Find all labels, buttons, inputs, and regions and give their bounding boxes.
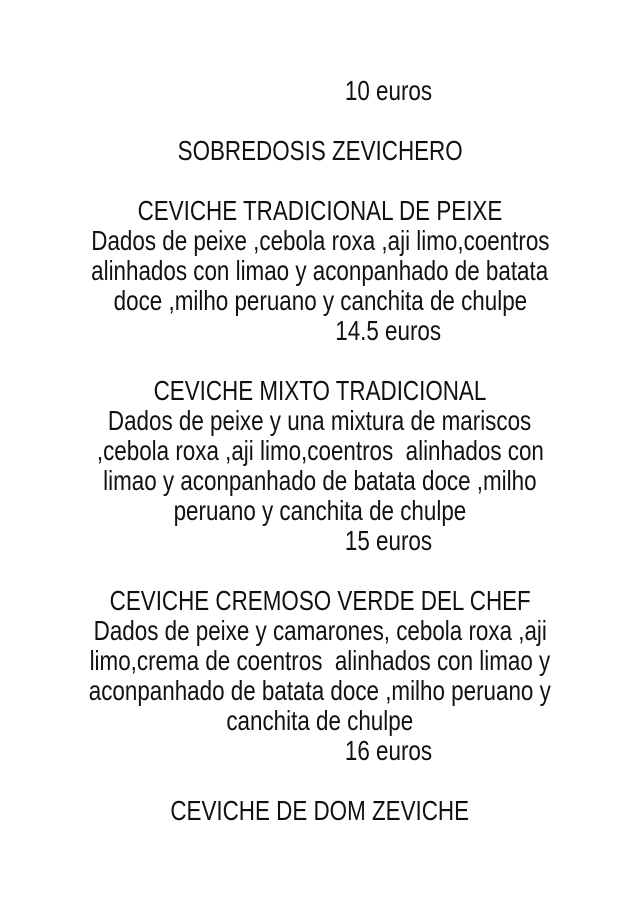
price-line [136, 316, 640, 346]
dish-description-line [0, 406, 640, 436]
dish-description-line [0, 496, 640, 526]
price-text: 16 euros [344, 735, 432, 766]
dish-description-line [0, 616, 640, 646]
dish-description-line [0, 646, 640, 676]
dish-description-line [0, 436, 640, 466]
dish-description-line [0, 706, 640, 736]
dish-name-text: CEVICHE CREMOSO VERDE DEL CHEF [109, 585, 531, 616]
dish-description-line [0, 466, 640, 496]
description-text: limao y aconpanhado de batata doce ,milho [103, 465, 537, 496]
price-line [136, 76, 640, 106]
blank-line [0, 766, 640, 796]
description-text: alinhados con limao y aconpanhado de batata [91, 255, 549, 286]
dish-name [0, 796, 640, 826]
price-text: 10 euros [344, 75, 432, 106]
dish-name [0, 586, 640, 616]
description-text: aconpanhado de batata doce ,milho peruano y [88, 675, 552, 706]
price-text: 14.5 euros [335, 315, 441, 346]
description-text: Dados de peixe ,cebola roxa ,aji limo,coentros [90, 225, 550, 256]
dish-name-text: CEVICHE DE DOM ZEVICHE [170, 795, 470, 826]
dish-description-line [0, 676, 640, 706]
blank-line [0, 106, 640, 136]
description-text: Dados de peixe y una mixtura de mariscos [108, 405, 532, 436]
price-text: 15 euros [344, 525, 432, 556]
description-text: ,cebola roxa ,aji limo,coentros alinhados con [96, 435, 544, 466]
blank-line [0, 556, 640, 586]
dish-name [0, 196, 640, 226]
blank-line [0, 346, 640, 376]
dish-name [0, 136, 640, 166]
description-text: Dados de peixe y camarones, cebola roxa ,aji [93, 615, 547, 646]
dish-description-line [0, 256, 640, 286]
dish-name-text: SOBREDOSIS ZEVICHERO [177, 135, 463, 166]
price-line [136, 526, 640, 556]
description-text: limo,crema de coentros alinhados con limao y [89, 645, 551, 676]
description-text: canchita de chulpe [226, 705, 414, 736]
price-line [136, 736, 640, 766]
dish-description-line [0, 286, 640, 316]
description-text: doce ,milho peruano y canchita de chulpe [113, 285, 527, 316]
dish-name [0, 376, 640, 406]
blank-line [0, 166, 640, 196]
dish-name-text: CEVICHE MIXTO TRADICIONAL [153, 375, 487, 406]
description-text: peruano y canchita de chulpe [173, 495, 467, 526]
dish-name-text: CEVICHE TRADICIONAL DE PEIXE [137, 195, 503, 226]
dish-description-line [0, 226, 640, 256]
